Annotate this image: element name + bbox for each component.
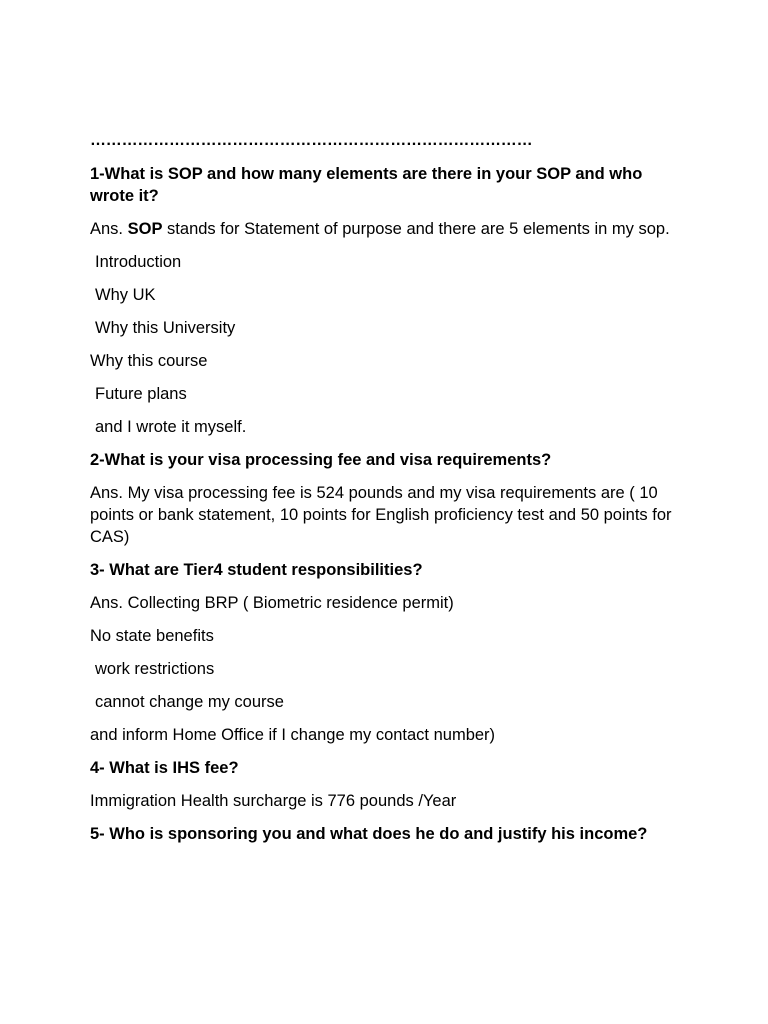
sop-element-introduction: Introduction — [95, 253, 182, 271]
responsibility-state-benefits: No state benefits — [90, 627, 214, 645]
answer-4: Immigration Health surcharge is 776 pounds /Year — [90, 792, 457, 810]
answer-1-prefix: Ans. — [90, 220, 128, 238]
sop-element-future-plans: Future plans — [95, 385, 187, 403]
responsibility-work-restrictions: work restrictions — [95, 660, 215, 678]
responsibility-brp: Ans. Collecting BRP ( Biometric residence permit) — [90, 594, 454, 612]
question-3: 3- What are Tier4 student responsibilities? — [90, 561, 423, 579]
question-4: 4- What is IHS fee? — [90, 759, 239, 777]
sop-element-why-uk: Why UK — [95, 286, 156, 304]
answer-1-bold-term: SOP — [127, 220, 163, 238]
sop-element-why-university: Why this University — [95, 319, 236, 337]
dotted-separator: ………………………………………………………………………… — [90, 132, 533, 149]
question-5: 5- Who is sponsoring you and what does he do and justify his income? — [90, 825, 648, 843]
sop-element-why-course: Why this course — [90, 352, 208, 370]
document-page — [90, 128, 680, 856]
answer-1 — [90, 218, 680, 240]
sop-author-line: and I wrote it myself. — [95, 418, 247, 436]
question-2: 2-What is your visa processing fee and visa requirements? — [90, 451, 552, 469]
responsibility-course-change: cannot change my course — [95, 693, 284, 711]
answer-1-text: stands for Statement of purpose and there are 5 elements in my sop. — [162, 220, 670, 238]
answer-2: Ans. My visa processing fee is 524 pounds and my visa requirements are ( 10 points or bank statement, 10 points for English proficiency test and 50 points for CAS) — [90, 484, 672, 546]
question-1: 1-What is SOP and how many elements are there in your SOP and who wrote it? — [90, 165, 643, 205]
responsibility-inform-home-office: and inform Home Office if I change my contact number) — [90, 726, 496, 744]
